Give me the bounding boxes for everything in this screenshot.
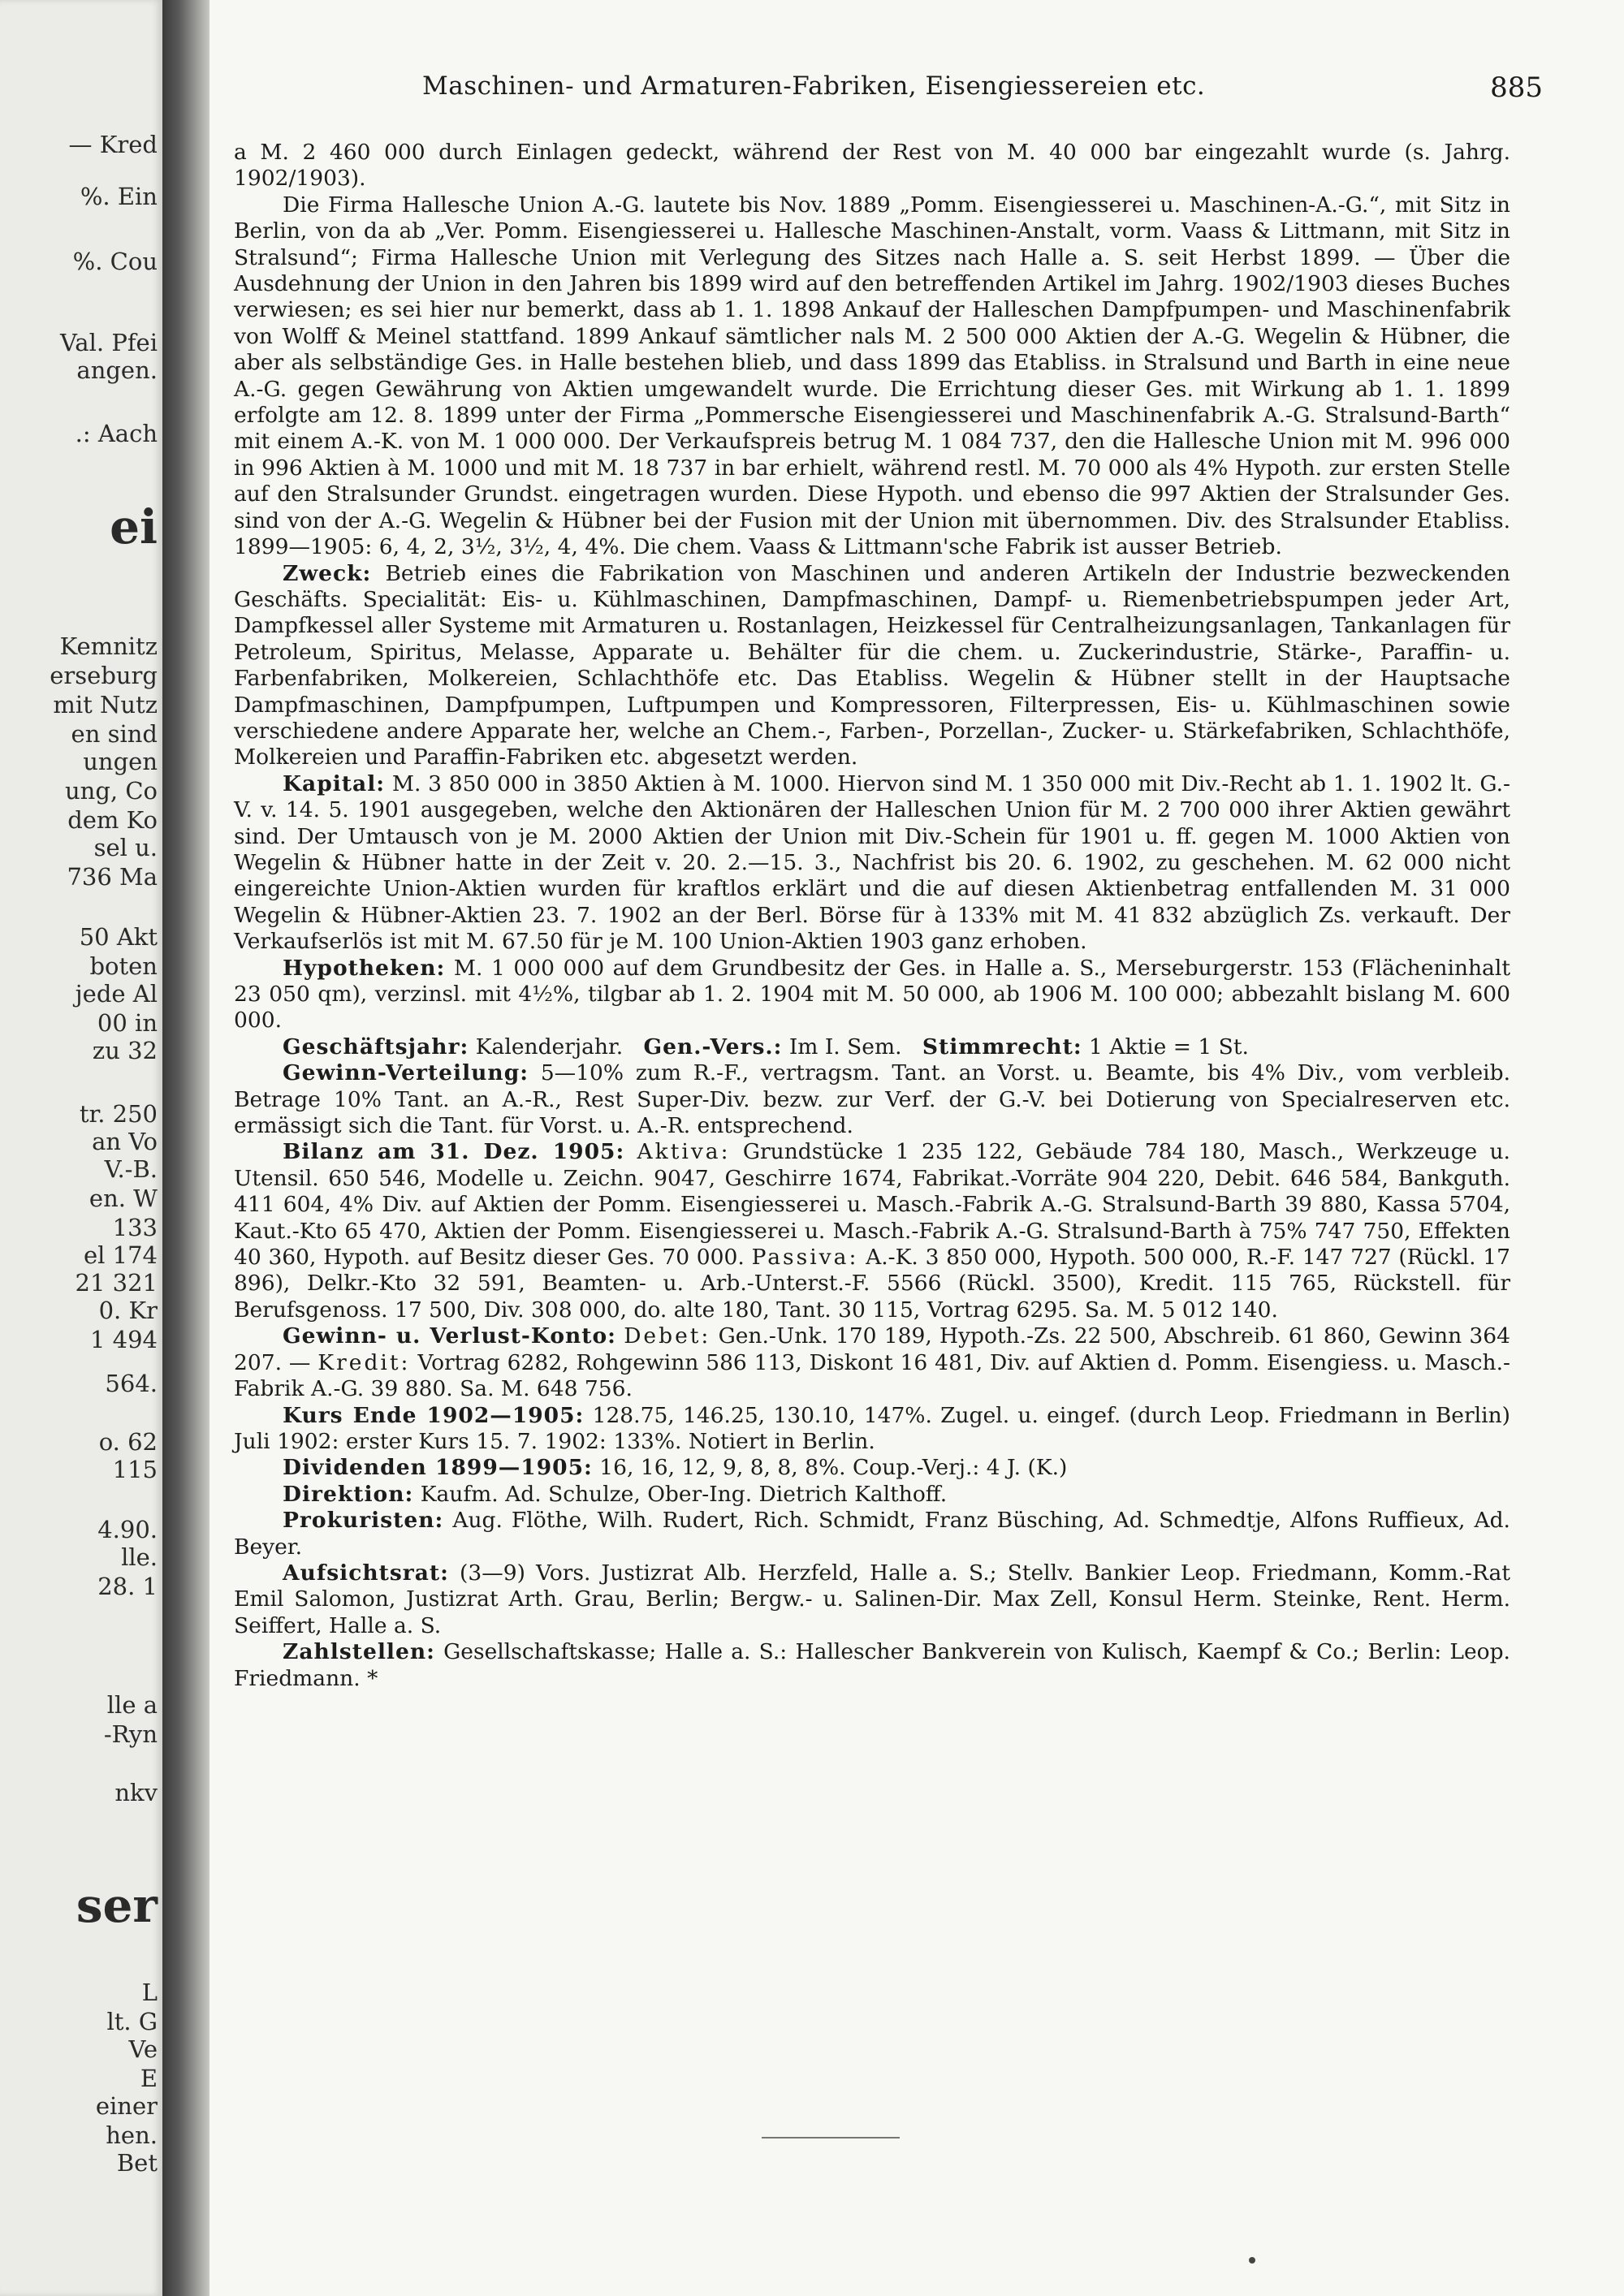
section-text: Betrieb eines die Fabrikation von Maschinen und anderen Artikeln der Industrie bezweckenden Geschäfts. Specialität: Eis- u. Kühlmaschinen, Dampfmaschinen, Dampf- u. Riemenbetriebspumpen jeder Art, Dampfkessel aller Systeme mit Armaturen u. Rostanlagen, Heizkessel für Centralheizungsanlagen, Tankanlagen für Petroleum, Spiritus, Melasse, Apparate u. Behälter für die chem. u. Zuckerindustrie, Stärke-, Paraffin- u. Farbenfabriken, Molkereien, Schlachthöfe etc. Das Etabliss. Wegelin & Hübner stellt in der Hauptsache Dampfmaschinen, Dampfpumpen, Luftpumpen und Kompressoren, Filterpressen, Eis- u. Kühlmaschinen sowie verschiedene andere Apparate her, welche an Chem.-, Farben-, Porzellan-, Zucker- u. Stärkefabriken, Schlachthöfe, Molkereien und Paraffin-Fabriken etc. abgesetzt werden. [234,560,1510,770]
left-fragment: Ve [128,2035,158,2063]
article-body [234,140,1510,1692]
bilanz-section [234,1139,1510,1323]
left-fragment: 00 in [97,1009,158,1037]
section-label: Bilanz am 31. Dez. 1905: [283,1139,625,1165]
print-speck [1249,2257,1255,2264]
section-text: M. 3 850 000 in 3850 Aktien à M. 1000. Hiervon sind M. 1 350 000 mit Div.-Recht ab 1. 1. 1902 lt. G.-V. v. 14. 5. 1901 ausgegeben, welche den Aktionären der Halleschen Union für M. 2 700 000 ihrer Aktien gewährt sind. Der Umtausch von je M. 2000 Aktien der Union mit Div.-Schein für 1901 u. ff. gegen M. 1000 Aktien von Wegelin & Hübner hatte in der Zeit v. 20. 2.—15. 3., Nachfrist bis 20. 6. 1902, zu geschehen. M. 62 000 nicht eingereichte Union-Aktien wurden für kraftlos erklärt und die auf diesen Aktienbetrag entfallenden M. 31 000 Wegelin & Hübner-Aktien 23. 7. 1902 an der Berl. Börse für à 133% mit M. 41 832 abzüglich Zs. verkauft. Der Verkaufserlös ist mit M. 67.50 für je M. 100 Union-Aktien 1903 ganz erhoben. [234,770,1510,955]
left-fragment: sel u. [93,834,158,861]
left-fragment: angen. [76,356,158,384]
zweck-section [234,561,1510,771]
section-label: Geschäftsjahr: [283,1034,469,1060]
left-fragment: 0. Kr [98,1297,158,1324]
section-text: Vortrag 6282, Rohgewinn 586 113, Diskont 16 481, Div. auf Aktien d. Pomm. Eisengiess. u. Masch.-Fabrik A.-G. 39 880. Sa. M. 648 756. [234,1349,1510,1402]
prokuristen-section [234,1508,1510,1560]
left-fragment: %. Ein [80,183,158,210]
hypotheken-section [234,956,1510,1034]
section-text: Gen.-Unk. 170 189, Hypoth.-Zs. 22 500, Abschreib. 61 860, Gewinn 364 207. — [234,1323,1510,1375]
left-fragment: dem Ko [67,806,158,834]
left-fragment: 115 [112,1456,158,1483]
section-label: Prokuristen: [283,1508,444,1534]
left-fragment: 28. 1 [97,1573,158,1600]
left-fragment: 50 Akt [79,923,158,951]
left-fragment: 736 Ma [67,863,158,891]
left-fragment: 133 [112,1214,158,1241]
left-fragment: 21 321 [75,1269,158,1297]
section-label: Kurs Ende 1902—1905: [283,1402,585,1428]
left-fragment: ei [110,499,158,555]
subsection-label: Debet: [624,1323,711,1349]
zahlstellen-section [234,1639,1510,1692]
page-number: 885 [1490,71,1543,104]
left-fragment: ung, Co [64,777,158,805]
section-text: Aug. Flöthe, Wilh. Rudert, Rich. Schmidt, Franz Büsching, Ad. Schmedtje, Alfons Ruffieux, Ad. Beyer. [234,1508,1510,1560]
section-text: Kalenderjahr. [475,1034,624,1060]
running-head: Maschinen- und Armaturen-Fabriken, Eisengiessereien etc. [422,71,1206,101]
section-label: Aufsichtsrat: [283,1560,449,1586]
section-label: Zahlstellen: [283,1639,435,1665]
left-fragment: hen. [106,2121,158,2149]
section-label: Dividenden 1899—1905: [283,1455,593,1481]
left-fragment: zu 32 [92,1037,158,1064]
left-fragment: Bet [116,2149,158,2177]
dividenden-section [234,1455,1510,1481]
history-paragraph: Die Firma Hallesche Union A.-G. lautete bis Nov. 1889 „Pomm. Eisengiesserei u. Maschinen-A.-G.“, mit Sitz in Berlin, von da ab „Ver. Pomm. Eisengiesserei u. Hallesche Maschinen-Anstalt, vorm. Vaass & Littmann, mit Sitz in Stralsund“; Firma Hallesche Union mit Verlegung des Sitzes nach Halle a. S. seit Herbst 1899. — Über die Ausdehnung der Union in den Jahren bis 1899 wird auf den betreffenden Artikel im Jahrg. 1902/1903 dieses Buches verwiesen; es sei hier nur bemerkt, dass ab 1. 1. 1898 Ankauf der Halleschen Dampfpumpen- und Maschinenfabrik von Wolff & Meinel stattfand. 1899 Ankauf sämtlicher nals M. 2 500 000 Aktien der A.-G. Wegelin & Hübner, die aber als selbständige Ges. in Halle bestehen blieb, und dass 1899 das Etabliss. in Stralsund und Barth in eine neue A.-G. gegen Gewährung von Aktien umgewandelt wurde. Die Errichtung dieser Ges. mit Wirkung ab 1. 1. 1899 erfolgte am 12. 8. 1899 unter der Firma „Pommersche Eisengiesserei und Maschinenfabrik A.-G. Stralsund-Barth“ mit einem A.-K. von M. 1 000 000. Der Verkaufspreis betrug M. 1 084 737, den die Hallesche Union mit M. 996 000 in 996 Aktien à M. 1000 und mit M. 18 737 in bar erhielt, während restl. M. 70 000 als 4% Hypoth. zur ersten Stelle auf den Stralsunder Grundst. eingetragen wurden. Diese Hypoth. und ebenso die 997 Aktien der Stralsunder Ges. sind von der A.-G. Wegelin & Hübner bei der Fusion mit der Union mit übernommen. Div. des Stralsunder Etabliss. 1899—1905: 6, 4, 2, 3½, 3½, 4, 4%. Die chem. Vaass & Littmann'sche Fabrik ist ausser Betrieb. [234,192,1510,560]
left-fragment: lle a [106,1691,158,1719]
left-fragment: Val. Pfei [60,329,158,356]
left-fragment: %. Cou [72,248,158,275]
left-fragment: -Ryn [103,1720,158,1748]
left-fragment: boten [89,952,158,980]
left-fragment: .: Aach [75,420,158,447]
aufsichtsrat-section [234,1560,1510,1639]
section-text: Gesellschaftskasse; Halle a. S.: Hallescher Bankverein von Kulisch, Kaempf & Co.; Berlin: Leop. Friedmann. * [234,1639,1510,1691]
section-text: Im I. Sem. [788,1034,902,1060]
kapital-section [234,771,1510,956]
section-text: Kaufm. Ad. Schulze, Ober-Ing. Dietrich Kalthoff. [420,1481,948,1507]
left-fragment: ser [76,1878,158,1933]
left-fragment: en sind [71,720,158,748]
subsection-label: Kredit: [317,1349,411,1375]
subsection-label: Passiva: [751,1245,859,1271]
section-text: (3—9) Vors. Justizrat Alb. Herzfeld, Halle a. S.; Stellv. Bankier Leop. Friedmann, Komm.-Rat Emil Salomon, Justizrat Arth. Grau, Berlin; Bergw.- u. Salinen-Dir. Max Zell, Konsul Herm. Steinke, Rent. Herm. Seiffert, Halle a. S. [234,1560,1510,1638]
section-label: Zweck: [283,560,372,586]
section-text: M. 1 000 000 auf dem Grundbesitz der Ges. in Halle a. S., Merseburgerstr. 153 (Flächeninhalt 23 050 qm), verzinsl. mit 4½%, tilgbar ab 1. 2. 1904 mit M. 50 000, ab 1906 M. 100 000; abbezahlt bislang M. 600 000. [234,955,1510,1034]
left-fragment: 4.90. [97,1516,158,1543]
gewinn-verteilung-section [234,1060,1510,1139]
section-label: Kapital: [283,770,386,796]
section-label: Gen.-Vers.: [643,1034,783,1060]
section-label: Stimmrecht: [922,1034,1082,1060]
kurs-section [234,1403,1510,1456]
left-fragment: mit Nutz [53,691,158,719]
section-text: 5—10% zum R.-F., vertragsm. Tant. an Vorst. u. Beamte, bis 4% Div., vom verbleib. Betrage 10% Tant. an A.-R., Rest Super-Div. bezw. zur Verf. der G.-V. bei Dotierung von Specialreserven etc. ermässigt sich die Tant. für Vorst. u. A.-R. entsprechend. [234,1060,1510,1139]
left-fragment: lt. G [106,2008,158,2035]
intro-paragraph: a M. 2 460 000 durch Einlagen gedeckt, während der Rest von M. 40 000 bar eingezahlt wurde (s. Jahrg. 1902/1903). [234,140,1510,192]
book-gutter [162,0,209,2296]
end-rule [762,2137,900,2138]
left-fragment: tr. 250 [79,1100,158,1128]
left-fragment: E [140,2065,158,2092]
subsection-label: Aktiva: [637,1139,731,1165]
document-page [209,0,1624,2296]
left-fragment: Kemnitz [59,632,158,660]
section-label: Gewinn-Verteilung: [283,1060,529,1086]
left-fragment: 1 494 [89,1326,158,1353]
left-fragment: en. W [89,1185,158,1212]
left-fragment: — Kred [68,131,158,158]
section-text: 1 Aktie = 1 St. [1089,1034,1249,1060]
section-text: 128.75, 146.25, 130.10, 147%. Zugel. u. eingef. (durch Leop. Friedmann in Berlin) Juli 1902: erster Kurs 15. 7. 1902: 133%. Notiert in Berlin. [234,1402,1510,1454]
left-fragment: erseburg [50,662,158,689]
left-fragment: o. 62 [98,1428,158,1456]
left-fragment: jede Al [75,980,158,1008]
gewinn-verlust-section [234,1323,1510,1402]
left-fragment: nkv [114,1779,158,1806]
left-fragment: V.-B. [104,1155,158,1183]
left-fragment: 564. [105,1370,158,1397]
section-label: Gewinn- u. Verlust-Konto: [283,1323,616,1349]
left-fragment: an Vo [92,1128,158,1155]
section-text: 16, 16, 12, 9, 8, 8, 8%. Coup.-Verj.: 4 J. (K.) [599,1455,1068,1481]
adjacent-page-strip [0,0,162,2296]
geschaeftsjahr-section [234,1034,1510,1060]
left-fragment: lle. [121,1543,158,1571]
left-fragment: ungen [83,748,158,775]
left-fragment: einer [95,2092,158,2120]
section-text: Grundstücke 1 235 122, Gebäude 784 180, Masch., Werkzeuge u. Utensil. 650 546, Modelle u. Zeichn. 9047, Geschirre 1674, Fabrikat.-Vorräte 904 220, Debit. 646 584, Bankguth. 411 604, 4% Div. auf Aktien der Pomm. Eisengiesserei u. Masch.-Fabrik A.-G. Stralsund-Barth 39 880, Kassa 5704, Kaut.-Kto 65 470, Aktien der Pomm. Eisengiesserei u. Masch.-Fabrik A.-G. Stralsund-Barth à 75% 747 750, Effekten 40 360, Hypoth. auf Besitz dieser Ges. 70 000. [234,1139,1510,1271]
left-fragment: L [141,1979,158,2006]
direktion-section [234,1482,1510,1508]
section-text: A.-K. 3 850 000, Hypoth. 500 000, R.-F. 147 727 (Rückl. 17 896), Delkr.-Kto 32 591, Beamten- u. Arb.-Unterst.-F. 5566 (Rückl. 3500), Kredit. 115 765, Rückstell. für Berufsgenoss. 17 500, Div. 308 000, do. alte 180, Tant. 30 115, Vortrag 6295. Sa. M. 5 012 140. [234,1245,1510,1323]
left-fragment: el 174 [83,1241,158,1269]
section-label: Hypotheken: [283,955,446,981]
section-label: Direktion: [283,1481,414,1507]
